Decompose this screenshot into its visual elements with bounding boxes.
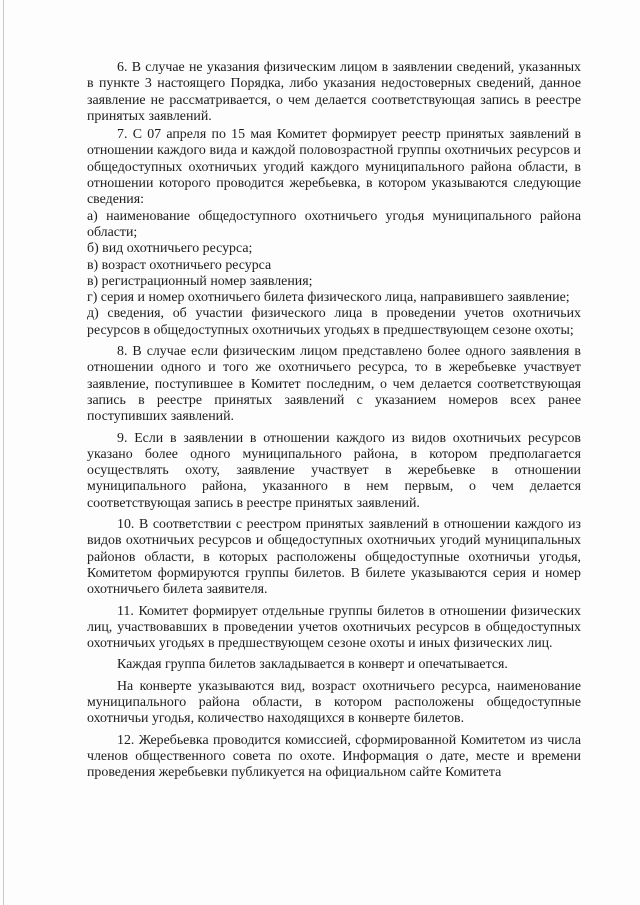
- paragraph-11: 11. Комитет формирует отдельные группы билетов в отношении физических лиц, участвовавших в проведении учетов охотничьих ресурсов в общедоступных охотничьих угодьях в предшествующем сезоне охоты и иных физических лиц.: [87, 603, 581, 652]
- list-item-b: б) вид охотничьего ресурса;: [87, 241, 253, 257]
- list-item-c: в) возраст охотничьего ресурса: [87, 257, 272, 273]
- paragraph-10: 10. В соответствии с реестром принятых заявлений в отношении каждого из видов охотничьих ресурсов и общедоступных охотничьих угодий муниципальных районов области, в которых расположены общедоступные охотничьи угодья, Комитетом формируются группы билетов. В билете указываются серия и номер охотничьего билета заявителя.: [87, 517, 581, 598]
- scan-edge-line: [3, 0, 4, 905]
- paragraph-11-envelope: Каждая группа билетов закладывается в конверт и опечатывается.: [117, 657, 508, 673]
- list-item-d: в) регистрационный номер заявления;: [87, 273, 313, 289]
- paragraph-6: 6. В случае не указания физическим лицом в заявлении сведений, указанных в пункте 3 настоящего Порядка, либо указания недостоверных сведений, данное заявление не рассматривается, о чем делается соответствующая запись в реестре принятых заявлений.: [87, 60, 581, 124]
- paragraph-8: 8. В случае если физическим лицом представлено более одного заявления в отношении одного и того же охотничьего ресурса, то в жеребьевке участвует заявление, поступившее в Комитет последним, о чем делается соответствующая запись в реестре принятых заявлений с указанием номеров всех ранее поступивших заявлений.: [87, 344, 581, 425]
- paragraph-9: 9. Если в заявлении в отношении каждого из видов охотничьих ресурсов указано более одного муниципального района, в котором предполагается осуществлять охоту, заявление участвует в жеребьевке в отношении муниципального района, указанного в нем первым, о чем делается соответствующая запись в реестре принятых заявлений.: [87, 430, 581, 511]
- list-item-e: г) серия и номер охотничьего билета физического лица, направившего заявление;: [87, 290, 570, 306]
- list-item-f: д) сведения, об участии физического лица в проведении учетов охотничьих ресурсов в общедоступных охотничьих угодьях в предшествующем сезоне охоты;: [87, 306, 581, 338]
- paragraph-7: 7. С 07 апреля по 15 мая Комитет формирует реестр принятых заявлений в отношении каждого вида и каждой половозрастной группы охотничьих ресурсов и общедоступных охотничьих угодий каждого муниципального района области, в отношении которого проводится жеребьевка, в котором указываются следующие сведения:: [87, 127, 581, 208]
- document-body: [87, 60, 581, 781]
- paragraph-11-label: На конверте указываются вид, возраст охотничьего ресурса, наименование муниципального района области, в котором расположены общедоступные охотничьи угодья, количество находящихся в конверте билетов.: [87, 678, 581, 727]
- list-item-a: а) наименование общедоступного охотничьего угодья муниципального района области;: [87, 208, 581, 240]
- paragraph-12: 12. Жеребьевка проводится комиссией, сформированной Комитетом из числа членов общественного совета по охоте. Информация о дате, месте и времени проведения жеребьевки публикуется на официальном сайте Комитета: [87, 732, 581, 781]
